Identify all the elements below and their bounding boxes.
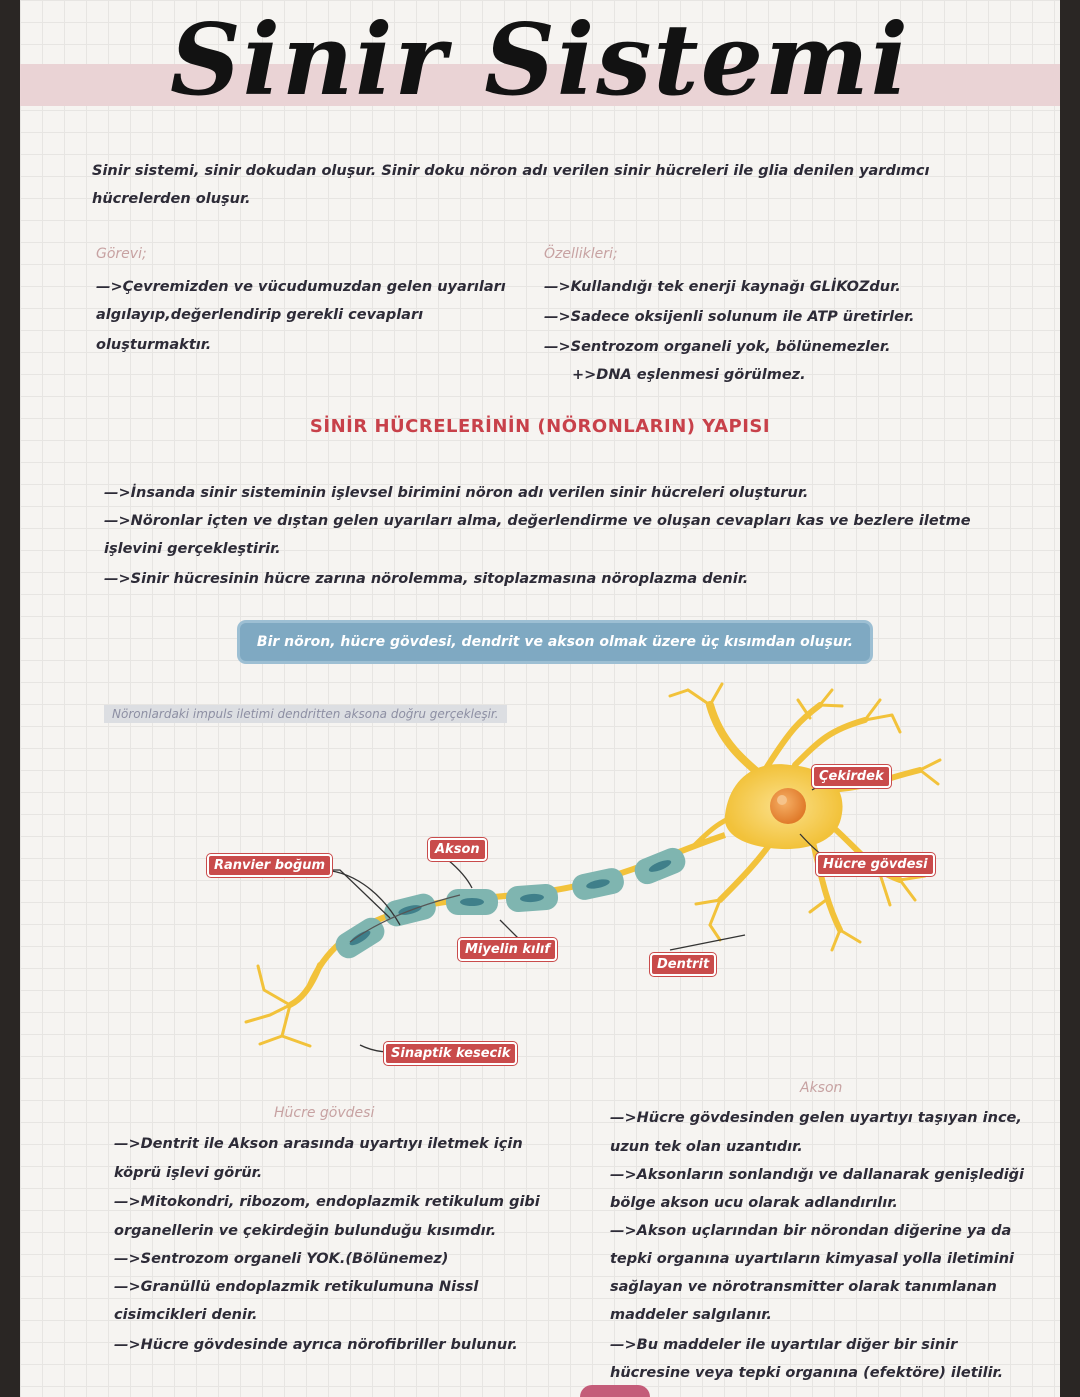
structure-line-3: işlevini gerçekleştirir. (104, 541, 281, 557)
gorevi-line-2: algılayıp,değerlendirip gerekli cevapları (96, 307, 424, 323)
ozellikleri-label: Özellikleri; (544, 246, 618, 262)
label-miyelin: Miyelin kılıf (458, 938, 557, 961)
intro-line-1: Sinir sistemi, sinir dokudan oluşur. Sinir doku nöron adı verilen sinir hücreleri ile glia denilen yardımcı (92, 163, 930, 179)
nucleus (770, 788, 806, 824)
structure-line-2: —>Nöronlar içten ve dıştan gelen uyarıları alma, değerlendirme ve oluşan cevapları kas ve bezlere iletme (104, 513, 971, 529)
ak-line-2: uzun tek olan uzantıdır. (610, 1139, 803, 1155)
ozellikleri-line-1: —>Kullandığı tek enerji kaynağı GLİKOZdur. (544, 279, 901, 295)
ak-line-9: —>Bu maddeler ile uyartılar diğer bir sinir (610, 1337, 958, 1353)
hg-line-4: organellerin ve çekirdeğin bulunduğu kısımdır. (114, 1223, 497, 1239)
ak-line-5: —>Akson uçlarından bir nörondan diğerine ya da (610, 1223, 1012, 1239)
hucre-govdesi-label: Hücre gövdesi (274, 1105, 375, 1121)
gorevi-label: Görevi; (96, 246, 147, 262)
label-sinaptik: Sinaptik kesecik (384, 1042, 517, 1065)
structure-line-4: —>Sinir hücresinin hücre zarına nörolemma, sitoplazmasına nöroplazma denir. (104, 571, 749, 587)
ak-line-6: tepki organına uyartıların kimyasal yolla iletimini (610, 1251, 1015, 1267)
hg-line-6: —>Granüllü endoplazmik retikulumuna Nissl (114, 1279, 479, 1295)
akson-label: Akson (800, 1080, 843, 1096)
ak-line-3: —>Aksonların sonlandığı ve dallanarak genişlediği (610, 1167, 1025, 1183)
gorevi-line-3: oluşturmaktır. (96, 337, 212, 353)
ak-line-10: hücresine veya tepki organına (efektöre) iletilir. (610, 1365, 1004, 1381)
bottom-tab (580, 1385, 650, 1397)
hg-line-5: —>Sentrozom organeli YOK.(Bölünemez) (114, 1251, 449, 1267)
label-cekirdek: Çekirdek (812, 765, 891, 788)
label-hucre-govdesi: Hücre gövdesi (816, 853, 935, 876)
label-ranvier: Ranvier boğum (207, 854, 332, 877)
label-akson: Akson (428, 838, 487, 861)
notebook-page (20, 0, 1060, 1397)
hg-line-8: —>Hücre gövdesinde ayrıca nörofibriller bulunur. (114, 1337, 518, 1353)
hg-line-2: köprü işlevi görür. (114, 1165, 263, 1181)
ak-line-1: —>Hücre gövdesinden gelen uyartıyı taşıyan ince, (610, 1110, 1022, 1126)
gorevi-line-1: —>Çevremizden ve vücudumuzdan gelen uyarıları (96, 279, 506, 295)
page-title: Sinir Sistemi (170, 3, 910, 118)
axon-terminal (246, 965, 320, 1046)
highlight-text: Bir nöron, hücre gövdesi, dendrit ve akson olmak üzere üç kısımdan oluşur. (256, 634, 854, 650)
structure-line-1: —>İnsanda sinir sisteminin işlevsel birimini nöron adı verilen sinir hücreleri oluşturur. (104, 485, 809, 501)
hg-line-7: cisimcikleri denir. (114, 1307, 258, 1323)
section-heading: SİNİR HÜCRELERİNİN (NÖRONLARIN) YAPISI (309, 416, 771, 437)
ak-line-8: maddeler salgılanır. (610, 1307, 772, 1323)
ak-line-4: bölge akson ucu olarak adlandırılır. (610, 1195, 898, 1211)
impulse-note: Nöronlardaki impuls iletimi dendritten aksona doğru gerçekleşir. (104, 705, 507, 723)
hg-line-3: —>Mitokondri, ribozom, endoplazmik retikulum gibi (114, 1194, 540, 1210)
ozellikleri-line-2: —>Sadece oksijenli solunum ile ATP üretirler. (544, 309, 915, 325)
hg-line-1: —>Dentrit ile Akson arasında uyartıyı iletmek için (114, 1136, 523, 1152)
ozellikleri-line-3: —>Sentrozom organeli yok, bölünemezler. (544, 339, 891, 355)
ak-line-7: sağlayan ve nörotransmitter olarak tanımlanan (610, 1279, 997, 1295)
nucleolus (777, 795, 787, 805)
label-dentrit: Dentrit (650, 953, 716, 976)
ozellikleri-line-4: +>DNA eşlenmesi görülmez. (572, 367, 806, 383)
intro-line-2: hücrelerden oluşur. (92, 191, 251, 207)
